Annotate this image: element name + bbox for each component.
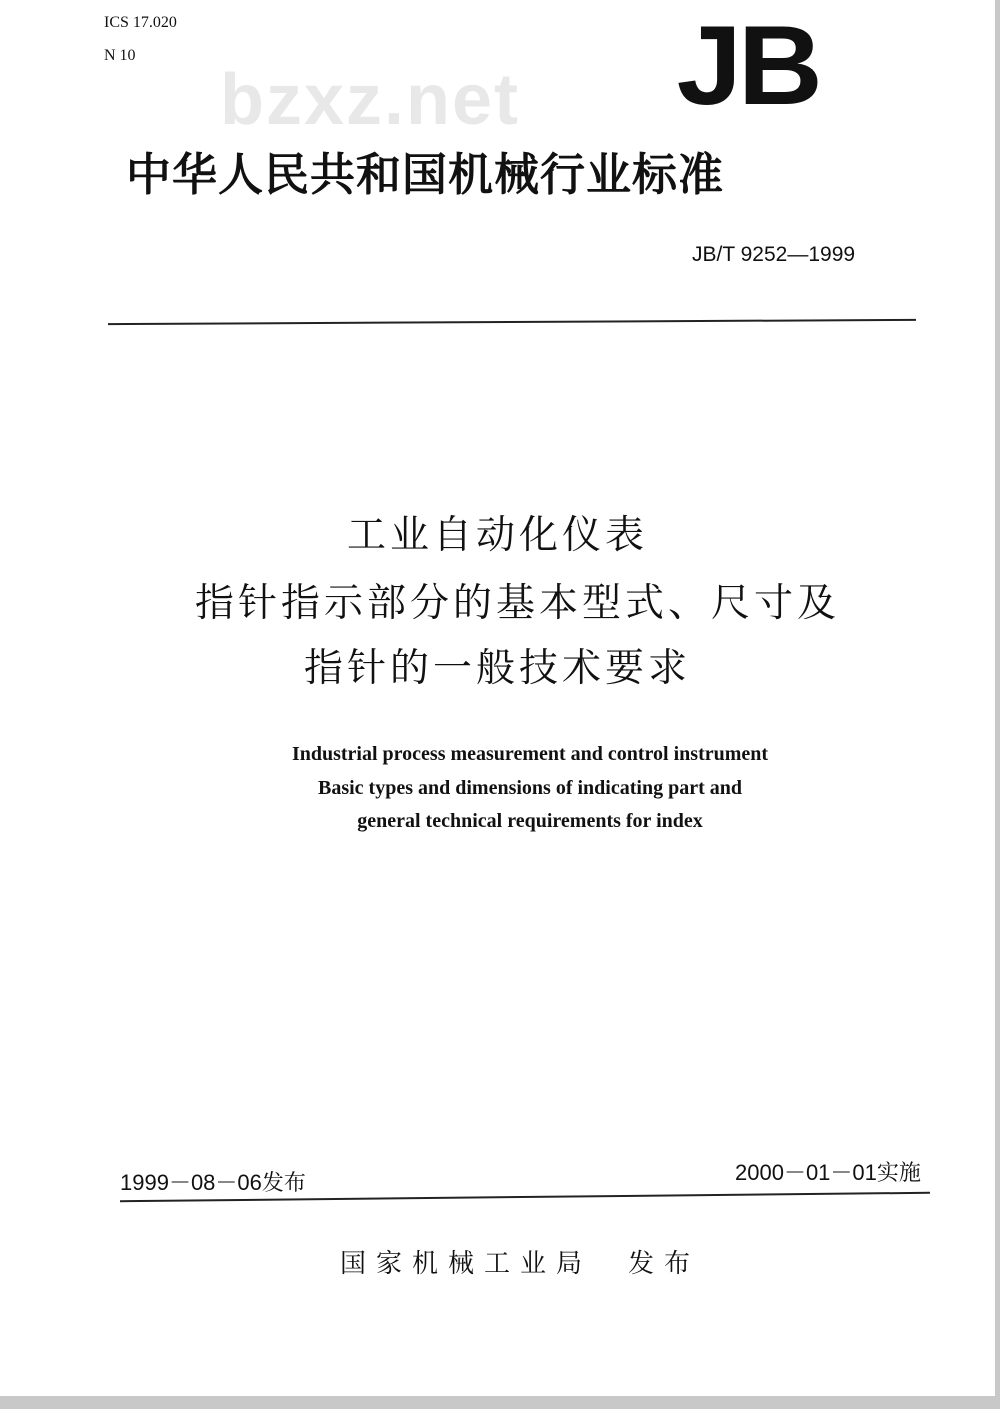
watermark: bzxz.net [220,60,521,140]
title-cn-line-1: 工业自动化仪表 [346,513,648,558]
jb-logo: JB [676,3,819,128]
organization-title: 中华人民共和国机械行业标准 [126,148,725,201]
publisher: 国家机械工业局 发布 [340,1249,701,1279]
title-en-line-1: Industrial process measurement and control instrument [291,743,769,765]
header-divider [108,319,916,325]
effective-date: 2000－01－01实施 [735,1160,921,1185]
title-en-line-2: Basic types and dimensions of indicating part and [318,777,742,799]
standard-code: JB/T 9252—1999 [692,243,856,266]
ics-code: ICS 17.020 [104,14,177,31]
title-cn-line-2: 指针指示部分的基本型式、尺寸及 [194,581,840,626]
ccs-code: N 10 [104,47,136,64]
title-cn-line-3: 指针的一般技术要求 [303,646,691,691]
issue-date: 1999－08－06发布 [120,1170,306,1195]
title-en-line-3: general technical requirements for index [357,810,703,832]
